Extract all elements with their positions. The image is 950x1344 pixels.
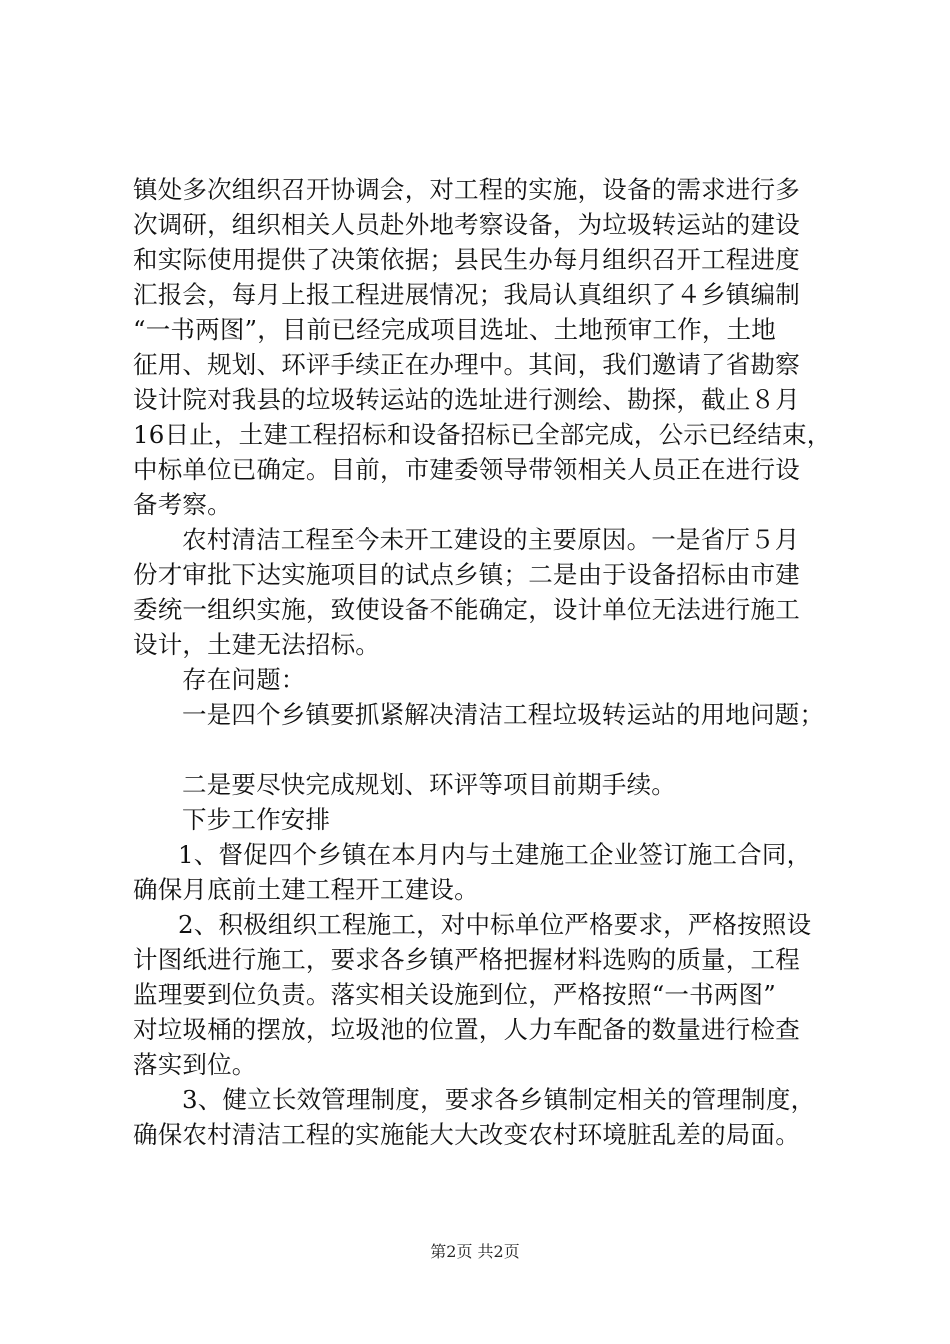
text-line: 镇处多次组织召开协调会，对工程的实施，设备的需求进行多 <box>133 175 800 204</box>
task-item-2-line-3: 监理要到位负责。落实相关设施到位，严格按照“一书两图” <box>133 980 776 1009</box>
text-line: 汇报会，每月上报工程进展情况；我局认真组织了４乡镇编制 <box>133 280 800 309</box>
paragraph-start-line: 农村清洁工程至今未开工建设的主要原因。一是省厅５月 <box>182 525 800 554</box>
text-line: 次调研，组织相关人员赴外地考察设备，为垃圾转运站的建设 <box>133 210 800 239</box>
task-item-1-line-1: 1、督促四个乡镇在本月内与土建施工企业签订施工合同， <box>178 840 812 869</box>
task-item-2-line-4: 对垃圾桶的摆放，垃圾池的位置，人力车配备的数量进行检查 <box>133 1015 800 1044</box>
section-heading-next-steps: 下步工作安排 <box>182 805 331 834</box>
task-item-3-line-2: 确保农村清洁工程的实施能大大改变农村环境脏乱差的局面。 <box>133 1120 800 1149</box>
text-line: 备考察。 <box>133 490 232 519</box>
text-line: 委统一组织实施，致使设备不能确定，设计单位无法进行施工 <box>133 595 800 624</box>
text-line: 征用、规划、环评手续正在办理中。其间，我们邀请了省勘察 <box>133 350 800 379</box>
text-line: 份才审批下达实施项目的试点乡镇；二是由于设备招标由市建 <box>133 560 800 589</box>
problem-item-1: 一是四个乡镇要抓紧解决清洁工程垃圾转运站的用地问题； <box>182 700 825 729</box>
text-line: 和实际使用提供了决策依据；县民生办每月组织召开工程进度 <box>133 245 800 274</box>
text-line: 设计院对我县的垃圾转运站的选址进行测绘、勘探，截止８月 <box>133 385 800 414</box>
text-line: 中标单位已确定。目前，市建委领导带领相关人员正在进行设 <box>133 455 800 484</box>
task-item-2-line-5: 落实到位。 <box>133 1050 257 1079</box>
text-line: 16日止，土建工程招标和设备招标已全部完成，公示已经结束， <box>133 420 832 449</box>
text-line: 设计，土建无法招标。 <box>133 630 380 659</box>
page-number-footer: 第2页 共2页 <box>430 1242 520 1261</box>
task-item-3-line-1: 3、健立长效管理制度，要求各乡镇制定相关的管理制度， <box>182 1085 816 1114</box>
text-line: “一书两图”，目前已经完成项目选址、土地预审工作，土地 <box>133 315 776 344</box>
section-heading-problems: 存在问题： <box>182 665 306 694</box>
task-item-2-line-2: 计图纸进行施工，要求各乡镇严格把握材料选购的质量，工程 <box>133 945 800 974</box>
problem-item-2: 二是要尽快完成规划、环评等项目前期手续。 <box>182 770 676 799</box>
task-item-1-line-2: 确保月底前土建工程开工建设。 <box>133 875 479 904</box>
task-item-2-line-1: 2、积极组织工程施工，对中标单位严格要求，严格按照设 <box>178 910 812 939</box>
